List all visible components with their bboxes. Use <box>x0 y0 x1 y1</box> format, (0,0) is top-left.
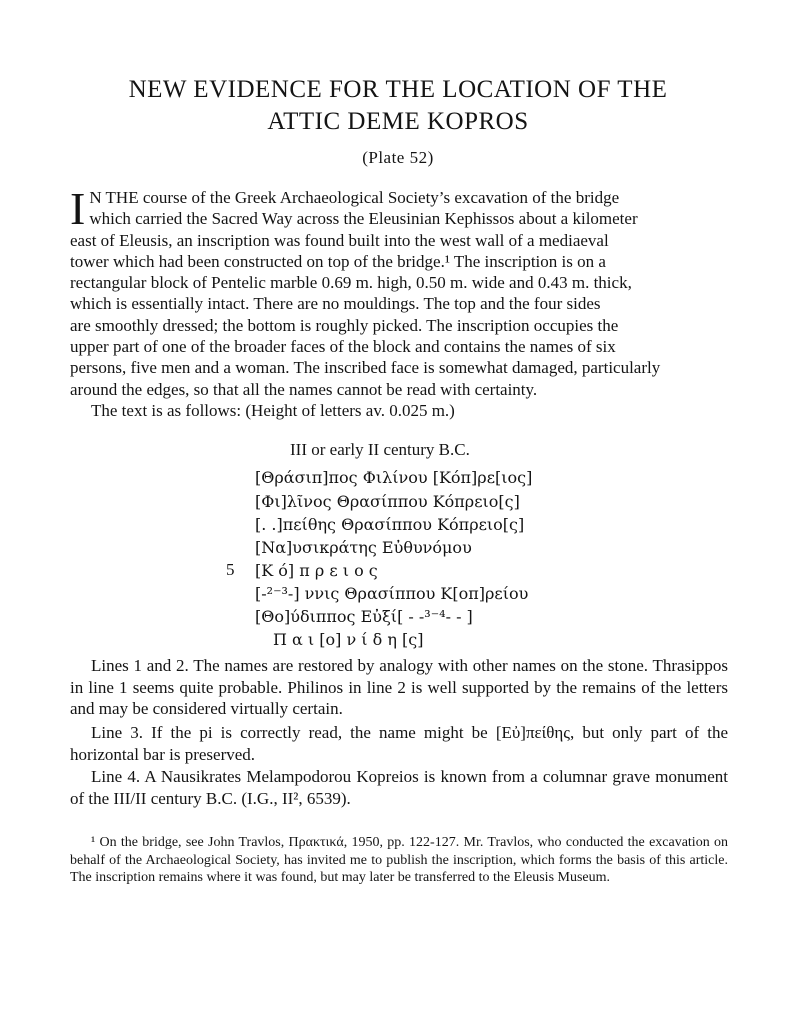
inscription-line: [Φι]λῖνος Θρασίππου Κόπρειο[ς] <box>255 492 520 511</box>
commentary-line-4: Line 4. A Nausikrates Melampodorou Kopreios is known from a columnar grave monument of the III/II century B.C. (I.G., II², 6539). <box>70 767 728 808</box>
intro-line: around the edges, so that all the names cannot be read with certainty. <box>70 379 538 399</box>
intro-line: rectangular block of Pentelic marble 0.69 m. high, 0.50 m. wide and 0.43 m. thick, <box>70 273 632 293</box>
drop-cap: I <box>70 183 86 234</box>
inscription-line: [-²⁻³-] ννις Θρασίππου Κ[οπ]ρείου <box>255 584 529 603</box>
plate-reference: (Plate 52) <box>362 148 434 167</box>
intro-paragraph <box>70 183 728 421</box>
inscription-line: [. .]πείθης Θρασίππου Κόπρειο[ς] <box>255 515 525 534</box>
inscription-line: [Να]υσικράτης Εὐθυνόμου <box>255 538 472 557</box>
intro-line: persons, five men and a woman. The inscribed face is somewhat damaged, particularly <box>70 358 661 378</box>
footnote: ¹ On the bridge, see John Travlos, Πρακτικά, 1950, pp. 122-127. Mr. Travlos, who conducted the excavation on behalf of the Archaeological Society, has invited me to publish the inscription, which forms the basis of this article. The inscription remains where it was found, but may later be transferred to the Eleusis Museum. <box>70 835 728 885</box>
article-title-line-2: ATTIC DEME KOPROS <box>267 108 529 135</box>
inscription-line: Π α ι [ο] ν ί δ η [ς] <box>273 630 424 649</box>
commentary-line-3: Line 3. If the pi is correctly read, the name might be [Εὐ]πείθης, but only part of the horizontal bar is preserved. <box>70 723 728 764</box>
intro-line: The text is as follows: (Height of letters av. 0.025 m.) <box>91 400 455 420</box>
intro-line: N THE course of the Greek Archaeological Society’s excavation of the bridge <box>89 188 620 207</box>
intro-line: which is essentially intact. There are no mouldings. The top and the four sides <box>70 294 601 314</box>
inscription-line-number: 5 <box>226 560 235 579</box>
intro-line: east of Eleusis, an inscription was found built into the west wall of a mediaeval <box>70 230 609 250</box>
intro-line: which carried the Sacred Way across the Eleusinian Kephissos about a kilometer <box>89 209 638 229</box>
intro-line: are smoothly dressed; the bottom is roughly picked. The inscription occupies the <box>70 315 619 335</box>
commentary-lines-1-2: Lines 1 and 2. The names are restored by analogy with other names on the stone. Thrasippos in line 1 seems quite probable. Philinos in line 2 is well supported by the remains of the letters and may be considered virtually certain. <box>70 656 728 718</box>
intro-line: tower which had been constructed on top of the bridge.¹ The inscription is on a <box>70 251 606 271</box>
inscription-line: [Κ ό] π ρ ε ι ο ς <box>255 561 378 580</box>
article-title-line-1: NEW EVIDENCE FOR THE LOCATION OF THE <box>128 76 668 103</box>
inscription-date-heading: III or early II century B.C. <box>290 440 470 459</box>
inscription-line: [Θο]ύδιππος Εὐξί[ - -³⁻⁴- - ] <box>255 607 473 626</box>
intro-line: upper part of one of the broader faces of the block and contains the names of six <box>70 337 616 357</box>
inscription-line: [Θράσιπ]πος Φιλίνου [Κόπ]ρε[ιος] <box>255 468 533 487</box>
